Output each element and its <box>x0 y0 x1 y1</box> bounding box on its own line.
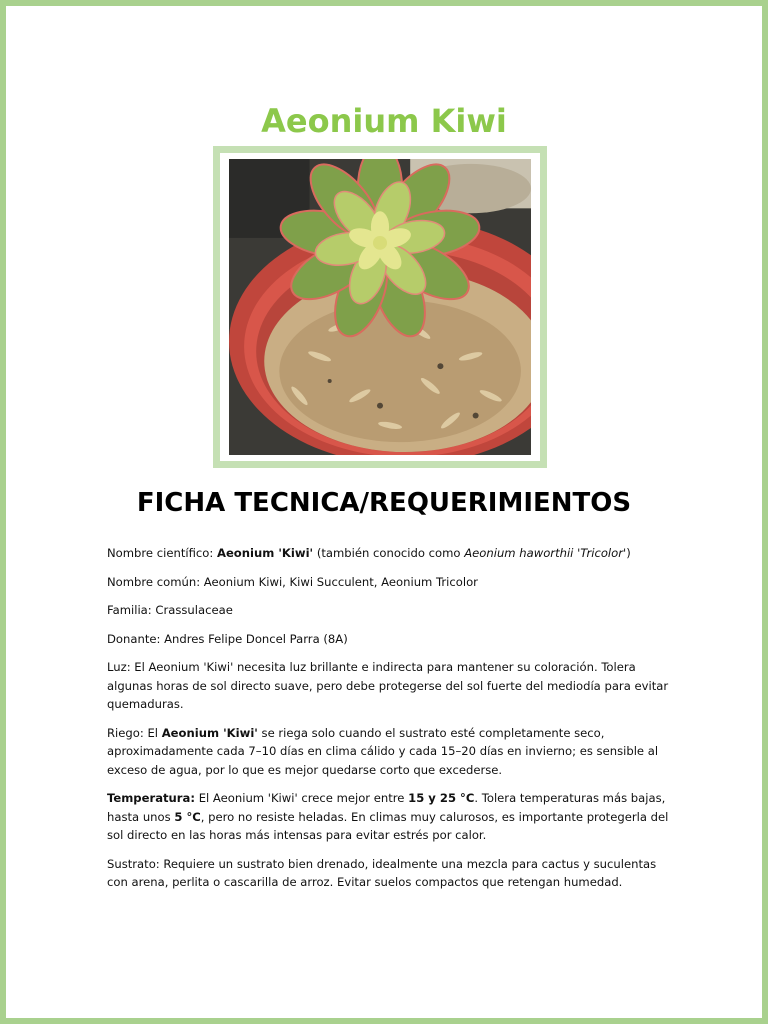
field-luz: Luz: El Aeonium 'Kiwi' necesita luz brillante e indirecta para mantener su coloración. Tolera algunas horas de sol directo suave, pero debe protegerse del sol fuerte del mediodía para evitar quemaduras. <box>107 660 669 711</box>
plant-photo <box>229 159 531 455</box>
info-content <box>107 544 672 902</box>
field-familia: Familia: Crassulaceae <box>107 603 233 617</box>
field-sustrato: Sustrato: Requiere un sustrato bien drenado, idealmente una mezcla para cactus y suculentas con arena, perlita o cascarilla de arroz. Evitar suelos compactos que retengan humedad. <box>107 856 657 889</box>
field-nombre-cientifico: Nombre científico: Aeonium 'Kiwi' (también conocido como Aeonium haworthii 'Tricolor') <box>107 546 631 560</box>
field-riego: Riego: El Aeonium 'Kiwi' se riega solo cuando el sustrato esté completamente seco, aproximadamente cada 7–10 días en clima cálido y cada 15–20 días en invierno; es sensible al exceso de agua, por lo que es mejor quedarse corto que excederse. <box>107 725 659 777</box>
field-donante: Donante: Andres Felipe Doncel Parra (8A) <box>107 631 348 646</box>
page-title: Aeonium Kiwi <box>261 102 507 140</box>
section-heading: FICHA TECNICA/REQUERIMIENTOS <box>136 488 632 518</box>
photo-frame <box>213 146 547 468</box>
field-nombre-comun: Nombre común: Aeonium Kiwi, Kiwi Succulent, Aeonium Tricolor <box>107 574 478 589</box>
field-temperatura: Temperatura: El Aeonium 'Kiwi' crece mejor entre 15 y 25 °C. Tolera temperaturas más bajas, hasta unos 5 °C, pero no resiste heladas. En climas muy calurosos, es importante protegerla del sol directo en las horas más intensas para evitar estrés por calor. <box>107 791 669 842</box>
